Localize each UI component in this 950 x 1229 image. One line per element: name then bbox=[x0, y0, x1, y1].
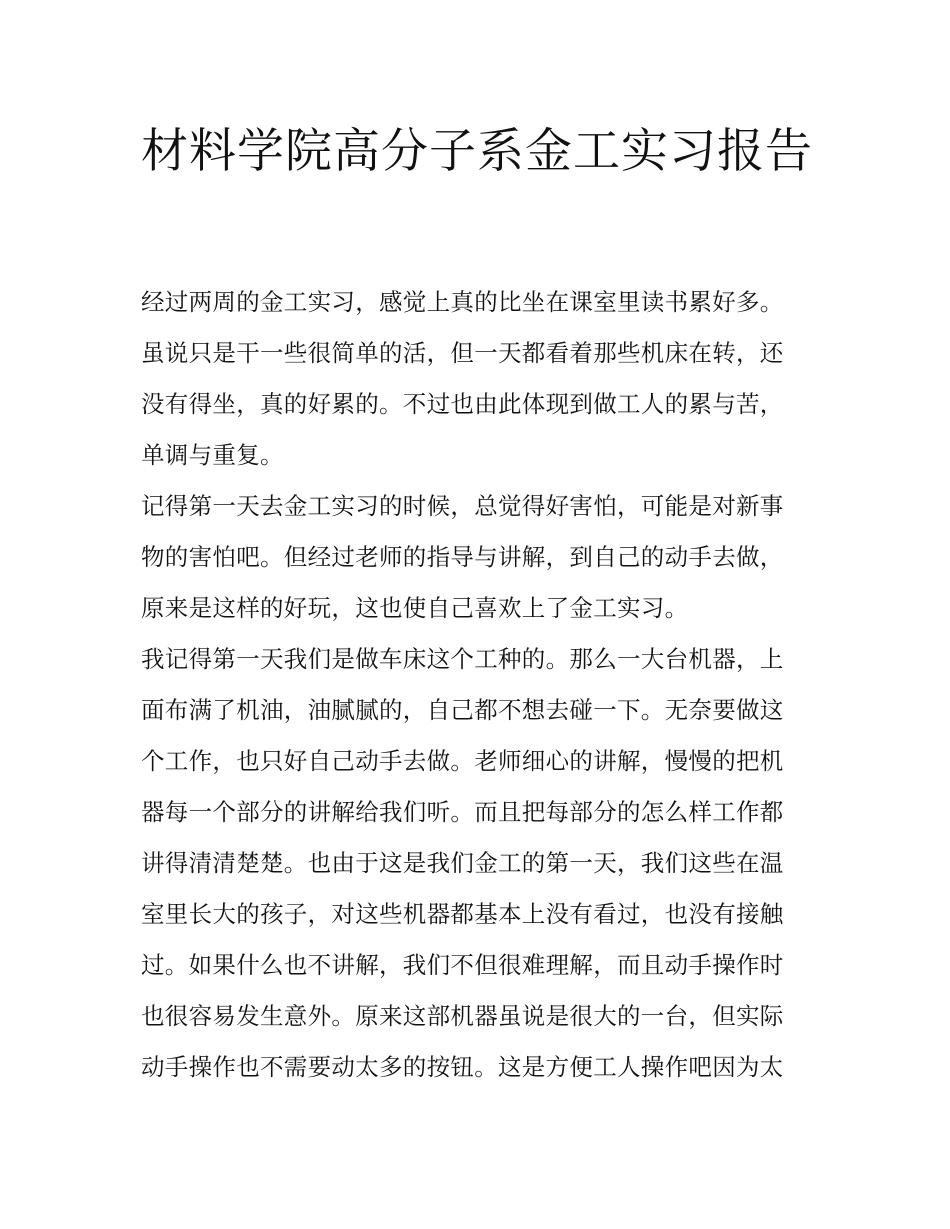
text-line: 也很容易发生意外。原来这部机器虽说是很大的一台，但实际 bbox=[141, 1002, 784, 1030]
document-body bbox=[141, 278, 821, 1094]
text-line: 虽说只是干一些很简单的活，但一天都看着那些机床在转，还 bbox=[141, 339, 784, 367]
text-line: 室里长大的孩子，对这些机器都基本上没有看过，也没有接触 bbox=[141, 900, 784, 928]
text-line: 我记得第一天我们是做车床这个工种的。那么一大台机器，上 bbox=[141, 645, 784, 673]
paragraph-3 bbox=[141, 635, 821, 1094]
text-line: 个工作，也只好自己动手去做。老师细心的讲解，慢慢的把机 bbox=[141, 747, 784, 775]
text-line: 物的害怕吧。但经过老师的指导与讲解，到自己的动手去做， bbox=[141, 543, 784, 571]
text-line: 原来是这样的好玩，这也使自己喜欢上了金工实习。 bbox=[141, 594, 689, 622]
paragraph-2 bbox=[141, 482, 821, 635]
text-line: 经过两周的金工实习，感觉上真的比坐在课室里读书累好多。 bbox=[141, 288, 784, 316]
text-line: 记得第一天去金工实习的时候，总觉得好害怕，可能是对新事 bbox=[141, 492, 784, 520]
text-line: 讲得清清楚楚。也由于这是我们金工的第一天，我们这些在温 bbox=[141, 849, 784, 877]
document-title: 材料学院高分子系金工实习报告 bbox=[141, 124, 813, 179]
text-line: 面布满了机油，油腻腻的，自己都不想去碰一下。无奈要做这 bbox=[141, 696, 784, 724]
text-line: 器每一个部分的讲解给我们听。而且把每部分的怎么样工作都 bbox=[141, 798, 784, 826]
text-line: 过。如果什么也不讲解，我们不但很难理解，而且动手操作时 bbox=[141, 951, 784, 979]
text-line: 动手操作也不需要动太多的按钮。这是方便工人操作吧因为太 bbox=[141, 1053, 784, 1081]
text-line: 单调与重复。 bbox=[141, 441, 284, 469]
text-line: 没有得坐，真的好累的。不过也由此体现到做工人的累与苦， bbox=[141, 390, 784, 418]
paragraph-1 bbox=[141, 278, 821, 482]
